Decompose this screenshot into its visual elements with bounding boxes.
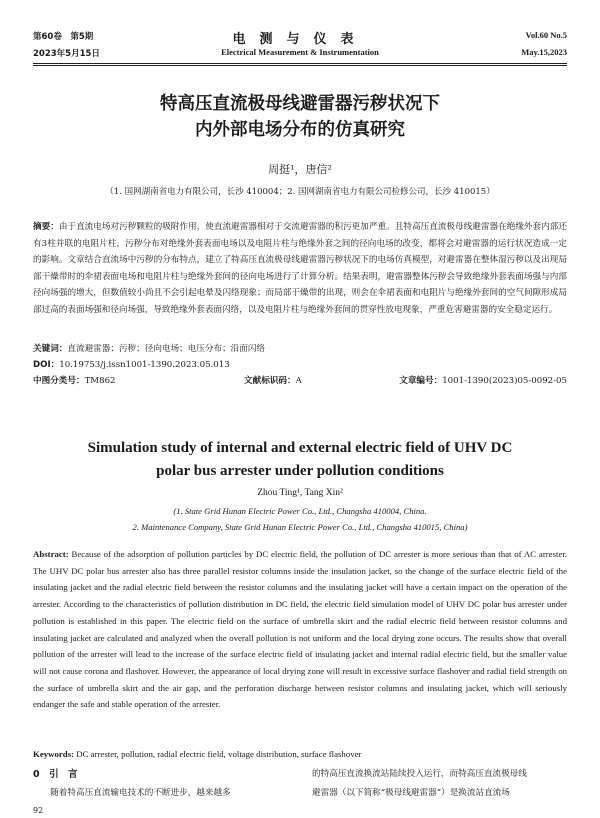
page-number: 92	[33, 806, 44, 815]
keywords-cn-text: 直流避雷器；污秽；径向电场；电压分布；沿面闪络	[67, 344, 266, 354]
header-rule	[33, 63, 567, 64]
clc	[33, 374, 116, 386]
doc-code-label: 文献标识码：	[244, 376, 296, 386]
article-no-value: 1001-1390(2023)05-0092-05	[442, 376, 567, 386]
title-cn-line-2: 内外部电场分布的仿真研究	[195, 120, 405, 140]
affiliations-en	[33, 503, 567, 535]
keywords-cn	[33, 341, 567, 358]
authors-en: Zhou Ting¹, Tang Xin²	[257, 488, 343, 498]
affiliations-cn: （1. 国网湖南省电力有限公司，长沙 410004；2. 国网湖南省电力有限公司检修公司，长沙 410015）	[105, 187, 495, 197]
doi-label: DOI：	[33, 360, 60, 370]
keywords-en-label: Keywords:	[33, 749, 75, 759]
abstract-cn-text: 由于直流电场对污秽颗粒的吸附作用，使直流避雷器相对于交流避雷器的积污更加严重。且特高压直流极母线避雷器在绝缘外套内部还有3柱并联的电阻片柱，污秽分布对绝缘外套表面电场以及电阻片柱与绝缘外套之间的径向电场的改变，都将会对避雷器的运行状况造成一定的影响。文章结合直流场中污秽的分布特点，建立了特高压直流极母线避雷器污秽状况下的电场仿真模型，对避雷器在整体湿污秽以及出现局部干燥带时的伞裙表面电场和电阻片柱与绝缘外套间的径向电场进行了计算分析。结果表明，避雷器整体污秽会导致绝缘外套表面场强与内部径向场强的增大，但数值较小尚且不会引起电晕及闪络现象；而局部干燥带的出现，则会在伞裙表面和电阻片与绝缘外套间的空气间隙形成局部过高的表面场强和径向场强，导致绝缘外套表面闪络，以及电阻片柱与绝缘外套间的贯穿性放电现象，严重危害避雷器的安全稳定运行。	[33, 222, 567, 315]
abstract-cn-label: 摘要：	[33, 222, 59, 232]
article-no-label: 文章编号：	[399, 376, 443, 386]
keywords-en	[33, 746, 567, 763]
header-rule-thin	[33, 65, 567, 66]
header-date-cn: 2023年5月15日	[33, 49, 100, 59]
doc-code	[244, 374, 302, 386]
doc-code-value: A	[295, 376, 302, 386]
header-date-en: May.15,2023	[521, 47, 567, 57]
title-en-line-2: polar bus arrester under pollution conditions	[156, 463, 444, 479]
title-en	[33, 437, 567, 483]
intro-left-line: 随着特高压直流输电技术的不断进步，越来越多	[50, 788, 231, 798]
clc-value: TM862	[84, 376, 116, 386]
doi	[33, 357, 567, 374]
abstract-cn	[33, 219, 567, 318]
affil-en-line-2: 2. Maintenance Company, State Grid Hunan Electric Power Co., Ltd., Changsha 410015, China)	[132, 522, 468, 532]
column-left	[33, 765, 295, 803]
title-en-line-1: Simulation study of internal and external electric field of UHV DC	[87, 440, 513, 456]
keywords-cn-label: 关键词：	[33, 344, 68, 354]
abstract-en-label: Abstract:	[33, 549, 69, 559]
classification-row	[33, 374, 567, 390]
intro-right-line-2: 避雷器（以下简称“极母线避雷器”）是换流站直流场	[312, 788, 510, 798]
intro-right-line-1: 的特高压直流换流站陆续投入运行，而特高压直流极母线	[312, 769, 527, 779]
clc-label: 中图分类号：	[33, 376, 85, 386]
abstract-en-text: Because of the adsorption of pollution particles by DC electric field, the pollution of DC arrester is more serious than that of AC arrester. The UHV DC polar bus arrester also has three parallel resistor columns inside the insulation jacket, so the change of the surface electric field of the insulating jacket and the radial electric field between the resistor columns and the insulating jacket will have a certain impact on the operation of the arrester. According to the characteristics of pollution distribution in DC field, the electric field simulation model of UHV DC polar bus arrester under pollution is established in this paper. The electric field on the surface of umbrella skirt and the radial electric field between resistor columns and insulating jacket are calculated and analyzed when the overall pollution is not uniform and the local drying zone occurs. The results show that overall pollution of the arrester will lead to the increase of the surface electric field of insulating jacket and internal radial electric field, but the smaller value will not cause corona and flashover. However, the appearance of local drying zone will result in excessive surface flashover and radial field strength on the surface of umbrella skirt and the air gap, and the perforation discharge between resistor columns and insulating jacket, which will seriously endanger the safe and stable operation of the arrester.	[33, 549, 567, 710]
title-cn-line-1: 特高压直流极母线避雷器污秽状况下	[160, 94, 440, 114]
keywords-en-text: DC arrester, pollution, radial electric field, voltage distribution, surface flashover	[76, 749, 362, 759]
abstract-en	[33, 546, 567, 713]
column-right	[312, 765, 567, 803]
doi-value: 10.19753/j.issn1001-1390.2023.05.013	[59, 360, 230, 370]
journal-name-cn: 电测与仪表	[232, 32, 368, 47]
journal-name-en: Electrical Measurement & Instrumentation	[221, 47, 379, 57]
header-volume-issue-en: Vol.60 No.5	[525, 30, 567, 40]
authors-cn: 周挺¹，唐信²	[268, 163, 332, 176]
header-volume-issue-cn: 第60卷 第5期	[33, 32, 94, 42]
article-number	[399, 374, 567, 386]
affil-en-line-1: (1. State Grid Hunan Electric Power Co., Ltd., Changsha 410004, China.	[173, 506, 427, 516]
section-heading-introduction: 0 引 言	[33, 769, 78, 780]
